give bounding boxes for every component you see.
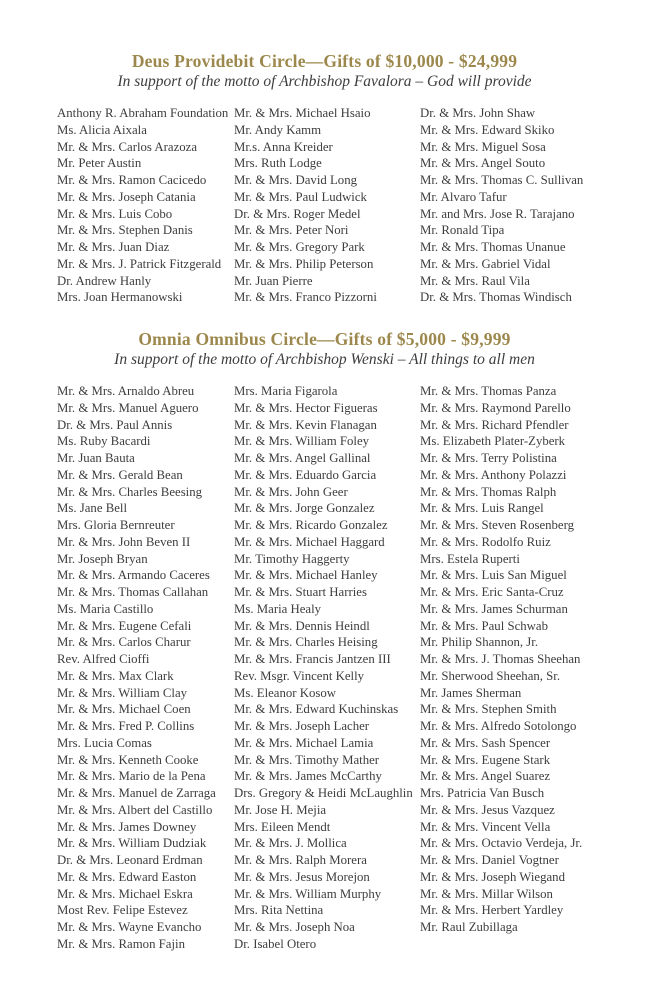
donor-name: Mr. & Mrs. Angel Gallinal [234,451,371,465]
donor-name: Mr. & Mrs. Kevin Flanagan [234,417,377,432]
donor-name: Mr. & Mrs. John Beven II [57,534,191,549]
donor-name: Mr. & Mrs. Herbert Yardley [420,903,564,918]
donor-name: Mr. & Mrs. Edward Skiko [420,122,555,137]
donor-name: Mr. & Mrs. Edward Easton [57,869,197,884]
donor-name: Mr. & Mrs. Eric Santa-Cruz [420,585,564,599]
donor-name: Mr. & Mrs. Hector Figueras [234,400,378,415]
donor-name: Mr. & Mrs. James Schurman [420,601,568,616]
donor-name: Dr. Andrew Hanly [57,273,152,288]
donor-name: Mr. Peter Austin [57,156,142,171]
donor-name: Mr. & Mrs. Jorge Gonzalez [234,501,375,516]
donor-name: Mr. & Mrs. Alfredo Sotolongo [420,719,577,733]
donor-name: Mr. & Mrs. J. Patrick Fitzgerald [57,256,222,271]
donor-name: Mrs. Maria Figarola [234,384,338,398]
donor-name: Mr. & Mrs. Michael Haggard [234,534,385,549]
donor-name: Mr. & Mrs. Ricardo Gonzalez [234,518,388,532]
donor-name: Ms. Maria Castillo [57,601,154,616]
section-deus-providebit-circle [57,50,592,306]
section-title: Deus Providebit Circle—Gifts of $10,000 - $24,999 [131,51,518,71]
donor-name: Mr. & Mrs. William Foley [234,434,370,449]
donor-name: Mr. & Mrs. Octavio Verdeja, Jr. [420,836,583,851]
donor-name: Mr. & Mrs. Charles Heising [234,635,378,650]
donor-column-1 [57,105,234,306]
donor-name: Rev. Alfred Cioffi [57,652,150,666]
donor-name: Mr. & Mrs. Luis Cobo [57,206,173,221]
donor-name: Ms. Eleanor Kosow [234,685,337,700]
donor-name: Mrs. Rita Nettina [234,903,324,918]
donor-name: Mr. & Mrs. Edward Kuchinskas [234,702,399,717]
donor-name: Mr. Timothy Haggerty [234,551,350,566]
donor-name: Mr. Juan Pierre [234,273,313,288]
donor-name: Mr. & Mrs. Millar Wilson [420,886,553,901]
donor-column-2 [234,105,420,306]
donor-name: Mr. & Mrs. Joseph Wiegand [420,869,565,884]
donor-name: Mr. & Mrs. Angel Souto [420,156,546,171]
donor-name: Mr. & Mrs. William Clay [57,685,188,700]
donor-name: Anthony R. Abraham Foundation [57,106,229,120]
donor-name: Mr. & Mrs. Thomas Unanue [420,240,566,254]
donor-name: Mr. & Mrs. Eduardo Garcia [234,467,377,482]
donor-name: Mrs. Lucia Comas [57,735,152,750]
donor-name: Mr. & Mrs. Jesus Vazquez [420,802,555,817]
donor-name: Mr. & Mrs. James McCarthy [234,769,382,784]
donor-name: Ms. Ruby Bacardi [57,434,151,449]
donor-name: Mr. & Mrs. Carlos Charur [57,635,191,650]
donor-name: Mr. Alvaro Tafur [420,189,507,204]
donor-name: Mr. & Mrs. Joseph Noa [234,920,355,934]
donor-name: Drs. Gregory & Heidi McLaughlin [234,786,413,800]
donor-name: Mr. & Mrs. Kenneth Cooke [57,752,199,767]
donor-name: Mr. & Mrs. Carlos Arazoza [57,139,198,154]
donor-name: Mr. & Mrs. Dennis Heindl [234,618,370,633]
donor-name: Mr. & Mrs. Manuel de Zarraga [57,786,216,800]
donor-name: Mr. & Mrs. Gerald Bean [57,467,183,482]
donor-name: Mrs. Patricia Van Busch [420,786,545,800]
donor-name: Ms. Elizabeth Plater-Zyberk [420,434,566,449]
donor-name: Mr. & Mrs. John Geer [234,484,348,499]
section-title: Omnia Omnibus Circle—Gifts of $5,000 - $9,999 [138,329,511,349]
donor-name: Mr. & Mrs. Thomas Callahan [57,585,209,599]
donor-name: Ms. Alicia Aixala [57,122,147,137]
donor-name: Dr. & Mrs. Thomas Windisch [420,290,572,305]
donor-name: Dr. Isabel Otero [234,936,317,951]
donor-name: Mr. & Mrs. Ralph Morera [234,853,367,867]
donor-name: Mr. & Mrs. Michael Coen [57,702,191,717]
donor-name: Mr. & Mrs. Michael Eskra [57,886,193,901]
donor-name: Mrs. Estela Ruperti [420,551,520,566]
donor-name: Mr. & Mrs. Gregory Park [234,240,365,254]
donor-name: Mr. & Mrs. J. Mollica [234,836,347,851]
donor-name: Mr. & Mrs. Richard Pfendler [420,417,569,432]
donor-name: Mr. & Mrs. Eugene Cefali [57,618,192,633]
donor-name: Mr. & Mrs. Angel Suarez [420,769,551,784]
donor-name: Mr. & Mrs. Daniel Vogtner [420,853,559,867]
donor-name: Mr. & Mrs. Eugene Stark [420,752,551,767]
donor-name: Mr. Andy Kamm [234,122,322,137]
donor-name: Mr. & Mrs. Steven Rosenberg [420,518,575,532]
donor-name: Mrs. Eileen Mendt [234,819,331,834]
donor-name: Mr. & Mrs. Manuel Aguero [57,400,199,415]
donor-name: Mr. & Mrs. Juan Diaz [57,240,170,254]
donor-name-columns [57,383,592,953]
donor-name: Mr. & Mrs. Thomas Panza [420,384,557,398]
donor-name: Mr. & Mrs. Francis Jantzen III [234,652,391,666]
donor-column-1 [57,383,234,953]
donor-name: Mr. & Mrs. Albert del Castillo [57,802,213,817]
donor-name: Mr. & Mrs. Stuart Harries [234,585,367,599]
donor-name: Dr. & Mrs. Leonard Erdman [57,853,203,867]
donor-name: Mr. Joseph Bryan [57,551,148,566]
donor-name: Mr. & Mrs. Thomas C. Sullivan [420,173,584,187]
donor-name: Mr. & Mrs. William Murphy [234,886,382,901]
donor-name: Mr. & Mrs. Luis Rangel [420,501,544,516]
donor-name: Mr. & Mrs. J. Thomas Sheehan [420,652,581,666]
donor-name: Mr. & Mrs. William Dudziak [57,836,207,851]
donor-name: Mr. & Mrs. Peter Nori [234,223,349,238]
donor-name: Mr. & Mrs. Fred P. Collins [57,719,195,733]
section-subtitle: In support of the motto of Archbishop Favalora – God will provide [117,73,532,90]
donor-column-2 [234,383,420,953]
donor-name: Mr. & Mrs. Raymond Parello [420,400,571,415]
donor-name: Mr. & Mrs. David Long [234,173,357,187]
donor-name: Mr. & Mrs. Jesus Morejon [234,869,370,884]
donor-name: Mr. Sherwood Sheehan, Sr. [420,668,561,683]
donor-name: Mr. & Mrs. Stephen Danis [57,223,193,238]
donor-name: Mr. James Sherman [420,685,522,700]
donor-name: Mr. & Mrs. James Downey [57,819,197,834]
donor-name: Mr. & Mrs. Joseph Catania [57,189,196,204]
donor-name: Dr. & Mrs. Paul Annis [57,417,173,432]
section-omnia-omnibus-circle [57,328,592,953]
donor-name: Mr. & Mrs. Michael Hanley [234,568,378,583]
donor-name: Mr. & Mrs. Paul Ludwick [234,189,367,204]
donor-name: Mrs. Gloria Bernreuter [57,518,175,532]
donor-name: Mr. Ronald Tipa [420,223,505,238]
donor-column-3 [420,105,592,306]
donor-name: Mr. and Mrs. Jose R. Tarajano [420,206,575,221]
donor-name: Mr. & Mrs. Michael Hsaio [234,106,371,120]
donor-name: Most Rev. Felipe Estevez [57,903,188,918]
donor-name: Mr. & Mrs. Thomas Ralph [420,484,557,499]
donor-name: Mrs. Ruth Lodge [234,156,322,171]
donor-name: Mr. & Mrs. Luis San Miguel [420,568,567,583]
donor-name: Rev. Msgr. Vincent Kelly [234,668,365,683]
donor-name: Mr. & Mrs. Max Clark [57,668,174,683]
donor-name: Mr. & Mrs. Rodolfo Ruiz [420,534,551,549]
donor-name: Mr. & Mrs. Anthony Polazzi [420,467,567,482]
donor-name-columns [57,105,592,306]
donor-name: Mr. & Mrs. Franco Pizzorni [234,290,377,305]
donor-name: Mr. & Mrs. Timothy Mather [234,752,380,767]
donor-name: Mr. & Mrs. Arnaldo Abreu [57,384,195,398]
donor-name: Mr. Jose H. Mejia [234,802,327,817]
donor-name: Mr. & Mrs. Raul Vila [420,273,530,288]
donor-name: Mr. & Mrs. Sash Spencer [420,735,551,750]
donor-name: Mr. & Mrs. Ramon Fajin [57,936,185,951]
donor-name: Mr. & Mrs. Gabriel Vidal [420,256,551,271]
donor-name: Mr. & Mrs. Joseph Lacher [234,719,370,733]
donor-name: Mr. & Mrs. Wayne Evancho [57,920,202,934]
donor-name: Mr. Philip Shannon, Jr. [420,635,539,650]
donor-name: Dr. & Mrs. Roger Medel [234,206,361,221]
donor-name: Ms. Jane Bell [57,501,128,516]
donor-name: Mr. & Mrs. Paul Schwab [420,618,548,633]
donor-name: Dr. & Mrs. John Shaw [420,106,536,120]
donor-name: Mrs. Joan Hermanowski [57,290,183,305]
donor-name: Mr. & Mrs. Terry Polistina [420,451,557,465]
donor-name: Mr. & Mrs. Michael Lamia [234,735,374,750]
donor-name: Mr. & Mrs. Mario de la Pena [57,769,206,784]
donor-name: Mr. & Mrs. Vincent Vella [420,819,551,834]
donor-name: Mr. & Mrs. Charles Beesing [57,484,203,499]
donor-name: Mr. & Mrs. Armando Caceres [57,568,210,583]
donor-column-3 [420,383,592,953]
donor-name: Mr. & Mrs. Miguel Sosa [420,139,546,154]
donor-name: Mr. Juan Bauta [57,451,135,465]
donor-name: Mr. & Mrs. Ramon Cacicedo [57,173,207,187]
donor-name: Mr. & Mrs. Stephen Smith [420,702,557,717]
donor-name: Mr.s. Anna Kreider [234,139,333,154]
donor-name: Mr. & Mrs. Philip Peterson [234,256,374,271]
section-subtitle: In support of the motto of Archbishop Wenski – All things to all men [114,351,535,368]
donor-name: Ms. Maria Healy [234,601,322,616]
donor-name: Mr. Raul Zubillaga [420,920,518,934]
